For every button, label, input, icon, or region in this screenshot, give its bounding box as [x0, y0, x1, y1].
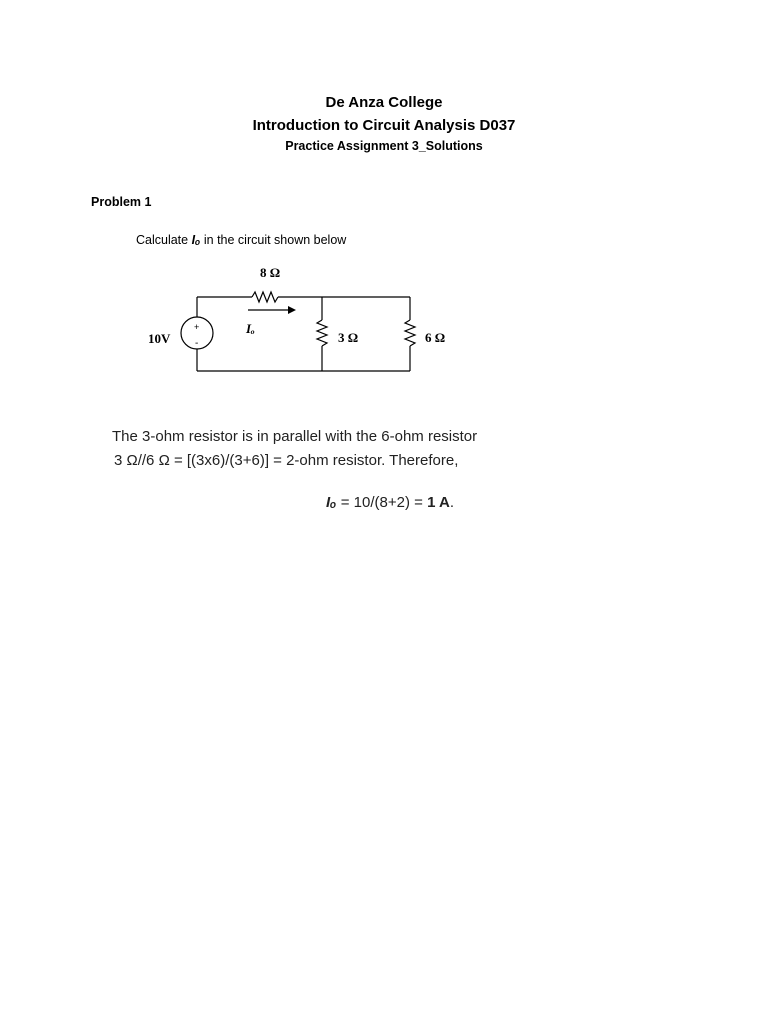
label-6-ohm: 6 Ω — [425, 330, 446, 345]
solution-variable: Iₒ — [326, 494, 337, 511]
label-current: Iₒ — [246, 321, 255, 336]
solution-period: . — [449, 494, 455, 511]
resistor-8-ohm — [252, 292, 278, 302]
college-name: De Anza College — [325, 94, 443, 111]
prompt-before: Calculate — [136, 233, 192, 247]
source-plus-sign: + — [194, 322, 200, 332]
current-arrowhead-icon — [288, 306, 296, 314]
solution-line-2: 3 Ω//6 Ω = [(3x6)/(3+6)] = 2-ohm resistor. Therefore, — [114, 452, 459, 469]
problem-prompt — [136, 233, 346, 247]
resistor-6-ohm — [405, 320, 415, 346]
solution-line-1: The 3-ohm resistor is in parallel with the 6-ohm resistor — [112, 428, 478, 445]
label-source: 10V — [148, 331, 171, 346]
label-3-ohm: 3 Ω — [338, 330, 359, 345]
label-8-ohm: 8 Ω — [260, 265, 281, 280]
source-minus-sign: - — [195, 338, 199, 349]
problem-heading: Problem 1 — [91, 195, 152, 209]
prompt-variable: Iₒ — [191, 233, 201, 247]
prompt-after: in the circuit shown below — [200, 233, 347, 247]
circuit-diagram — [130, 255, 450, 380]
assignment-title: Practice Assignment 3_Solutions — [285, 139, 483, 153]
resistor-3-ohm — [317, 320, 327, 346]
solution-line-3 — [326, 494, 454, 511]
course-title: Introduction to Circuit Analysis D037 — [252, 117, 516, 134]
solution-answer: 1 A — [427, 494, 450, 511]
solution-expression: = 10/(8+2) = — [336, 494, 428, 511]
